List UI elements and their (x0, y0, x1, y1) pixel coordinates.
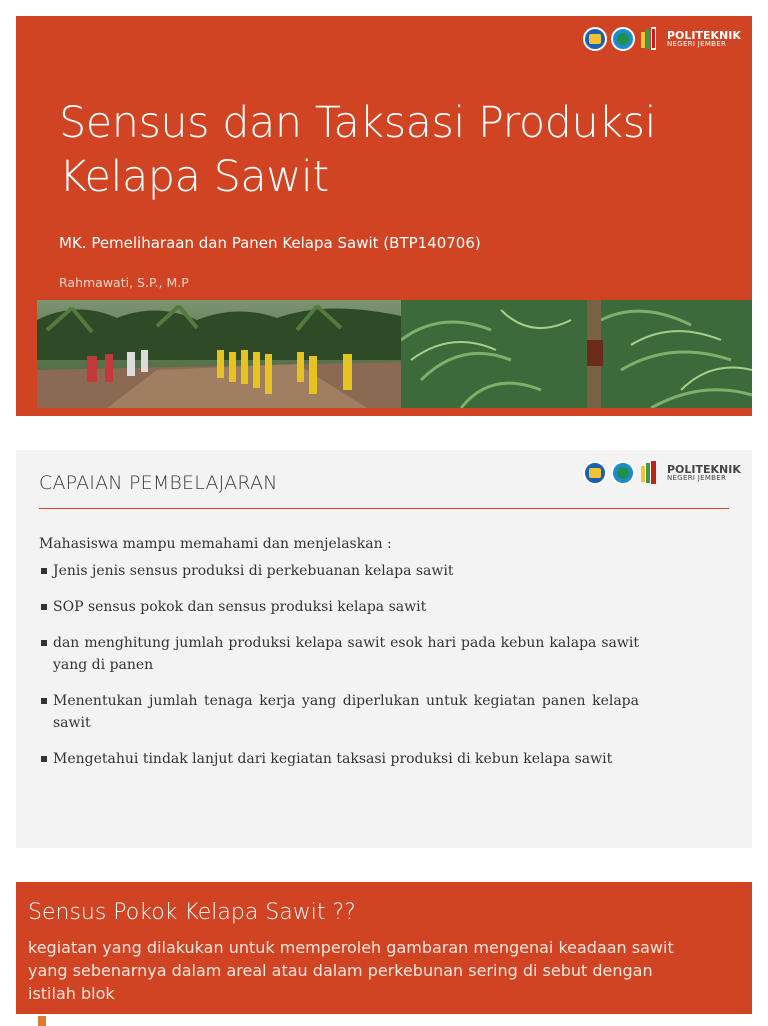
list-item: SOP sensus pokok dan sensus produksi kelapa sawit (39, 596, 639, 618)
university-emblem-icon (611, 461, 635, 485)
polije-wordmark (667, 464, 741, 482)
next-slide-marker (38, 1016, 46, 1026)
institution-logos (583, 26, 741, 52)
definition-slide (16, 882, 752, 1014)
heading-divider (39, 508, 729, 509)
slide-title: Sensus dan Taksasi Produksi Kelapa Sawit (59, 98, 656, 202)
slide-title: Sensus Pokok Kelapa Sawit ?? (28, 900, 356, 925)
course-subtitle: MK. Pemeliharaan dan Panen Kelapa Sawit (BTP140706) (59, 234, 481, 252)
author-name: Rahmawati, S.P., M.P (59, 275, 189, 290)
outcome-list (39, 560, 639, 784)
tut-wuri-handayani-logo-icon (583, 461, 607, 485)
photo-strip (37, 300, 752, 408)
polije-mark-icon (639, 460, 661, 486)
palm-plantation-photo (401, 300, 752, 408)
section-heading: CAPAIAN PEMBELAJARAN (39, 472, 278, 494)
tut-wuri-handayani-logo-icon (583, 27, 607, 51)
definition-text: kegiatan yang dilakukan untuk memperoleh gambaran mengenai keadaan sawit yang sebenarnya dalam areal atau dalam perkebunan sering di sebut dengan istilah blok (28, 938, 674, 1003)
list-item: Jenis jenis sensus produksi di perkebuanan kelapa sawit (39, 560, 639, 582)
learning-outcomes-slide (16, 450, 752, 848)
field-team-photo (37, 300, 401, 408)
list-item: dan menghitung jumlah produksi kelapa sawit esok hari pada kebun kalapa sawit yang di panen (39, 632, 639, 676)
logo-line1: POLITEKNIK (667, 29, 741, 42)
logo-line2: NEGERI JEMBER (667, 474, 727, 482)
polije-mark-icon (639, 26, 661, 52)
polije-wordmark (667, 30, 741, 48)
institution-logos (583, 460, 741, 486)
list-item: Menentukan jumlah tenaga kerja yang diperlukan untuk kegiatan panen kelapa sawit (39, 690, 639, 734)
logo-line1: POLITEKNIK (667, 463, 741, 476)
list-item: Mengetahui tindak lanjut dari kegiatan taksasi produksi di kebun kelapa sawit (39, 748, 639, 770)
intro-text: Mahasiswa mampu memahami dan menjelaskan : (39, 536, 392, 552)
title-slide (16, 16, 752, 416)
university-emblem-icon (611, 27, 635, 51)
logo-line2: NEGERI JEMBER (667, 40, 727, 48)
